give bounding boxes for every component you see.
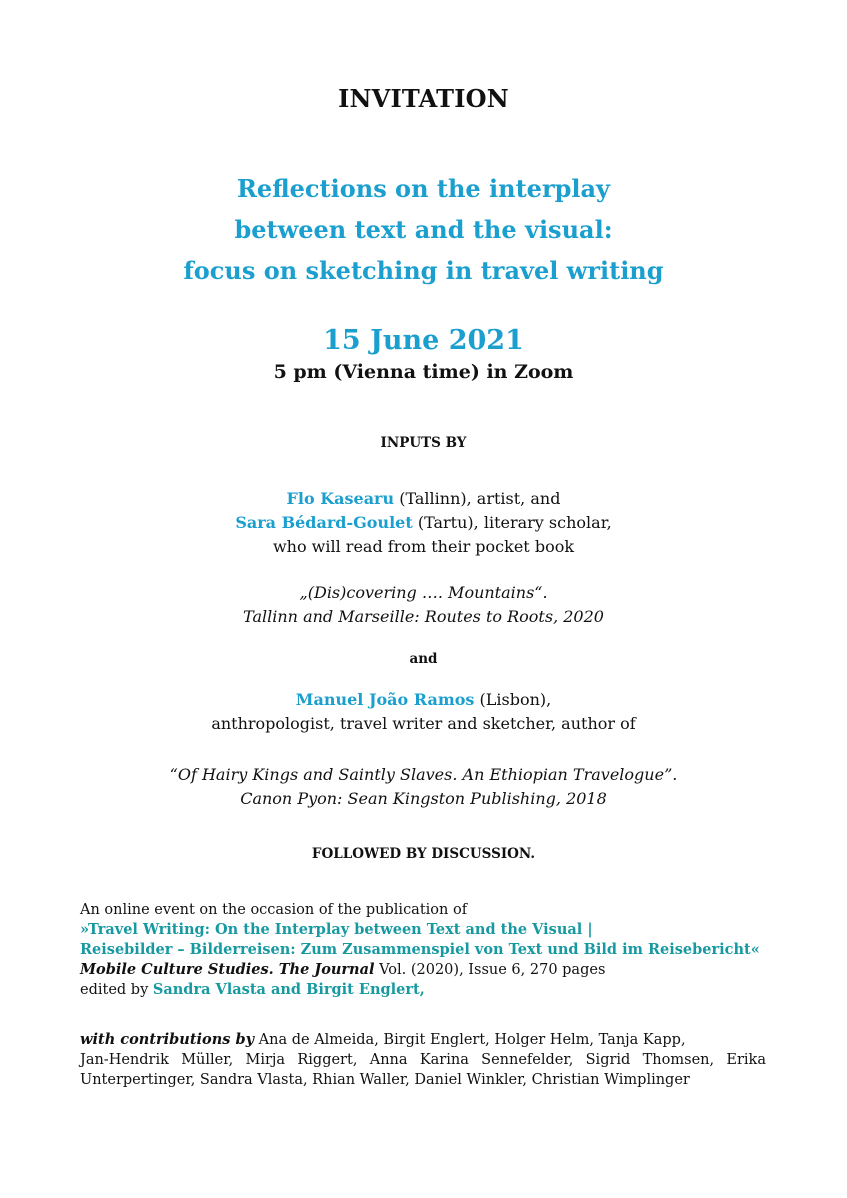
book-title-line: Tallinn and Marseille: Routes to Roots, 2020 <box>243 607 604 626</box>
book-title-line: „(Dis)covering …. Mountains“. <box>299 583 548 602</box>
speaker-line <box>0 487 847 511</box>
contributor-word: Erika <box>726 1052 766 1068</box>
speaker-description: (Tallinn), artist, and <box>394 489 561 508</box>
event-time: 5 pm (Vienna time) in Zoom <box>273 361 574 383</box>
contributor-word: Anna <box>369 1052 408 1068</box>
followed-by-discussion: FOLLOWED BY DISCUSSION. <box>311 846 536 862</box>
contributors-names: Ana de Almeida, Birgit Englert, Holger Helm, Tanja Kapp, <box>254 1032 686 1048</box>
speaker-note: anthropologist, travel writer and sketcher, author of <box>211 714 636 733</box>
contributor-word: Mirja <box>245 1052 286 1068</box>
speaker-name: Manuel João Ramos <box>295 690 475 709</box>
contributor-word: Riggert, <box>297 1052 358 1068</box>
book-title-line: Canon Pyon: Sean Kingston Publishing, 2018 <box>240 789 607 808</box>
contributor-word: Jan-Hendrik <box>80 1052 169 1068</box>
speaker-line <box>0 511 847 535</box>
contributor-word: Sennefelder, <box>481 1052 574 1068</box>
publication-intro: An online event on the occasion of the publication of <box>80 902 468 918</box>
contributor-word: Karina <box>419 1052 469 1068</box>
book-title-block <box>0 581 847 629</box>
speaker-block <box>0 688 847 736</box>
contributors-line <box>80 1030 766 1050</box>
contributor-word: Sigrid <box>585 1052 631 1068</box>
publication-info <box>80 900 766 1000</box>
speakers-block <box>0 487 847 559</box>
journal-name: Mobile Culture Studies. The Journal <box>80 961 375 978</box>
speaker-name: Sara Bédard-Goulet <box>235 513 413 532</box>
journal-details: Vol. (2020), Issue 6, 270 pages <box>374 962 606 978</box>
editors-line <box>80 980 766 1000</box>
contributors <box>80 1030 766 1090</box>
speaker-description: (Tartu), literary scholar, <box>412 513 612 532</box>
edited-by-label: edited by <box>80 982 153 998</box>
speaker-note: who will read from their pocket book <box>272 537 575 556</box>
contributor-word: Thomsen, <box>642 1052 715 1068</box>
publication-title: »Travel Writing: On the Interplay between Text and the Visual | <box>80 921 593 938</box>
subtitle-line: between text and the visual: <box>234 215 613 244</box>
publication-title: Reisebilder – Bilderreisen: Zum Zusammenspiel von Text und Bild im Reisebericht« <box>80 941 760 958</box>
subtitle-line: focus on sketching in travel writing <box>183 256 664 285</box>
book-title-line: “Of Hairy Kings and Saintly Slaves. An Ethiopian Travelogue”. <box>169 765 678 784</box>
speaker-line <box>0 688 847 712</box>
contributors-line: Unterpertinger, Sandra Vlasta, Rhian Waller, Daniel Winkler, Christian Wimplinger <box>80 1072 690 1088</box>
event-date: 15 June 2021 <box>323 325 524 356</box>
event-subtitle <box>0 168 847 291</box>
contributor-word: Müller, <box>181 1052 234 1068</box>
speaker-description: (Lisbon), <box>474 690 552 709</box>
and-separator: and <box>409 651 438 667</box>
page-title: INVITATION <box>338 84 509 113</box>
contributions-label: with contributions by <box>80 1031 255 1048</box>
book-title-block <box>0 763 847 811</box>
subtitle-line: Reflections on the interplay <box>236 174 610 203</box>
journal-line <box>80 960 766 980</box>
editors-names: Sandra Vlasta and Birgit Englert, <box>152 981 425 998</box>
inputs-heading: INPUTS BY <box>380 435 467 451</box>
contributors-line <box>80 1050 766 1070</box>
speaker-name: Flo Kasearu <box>286 489 395 508</box>
